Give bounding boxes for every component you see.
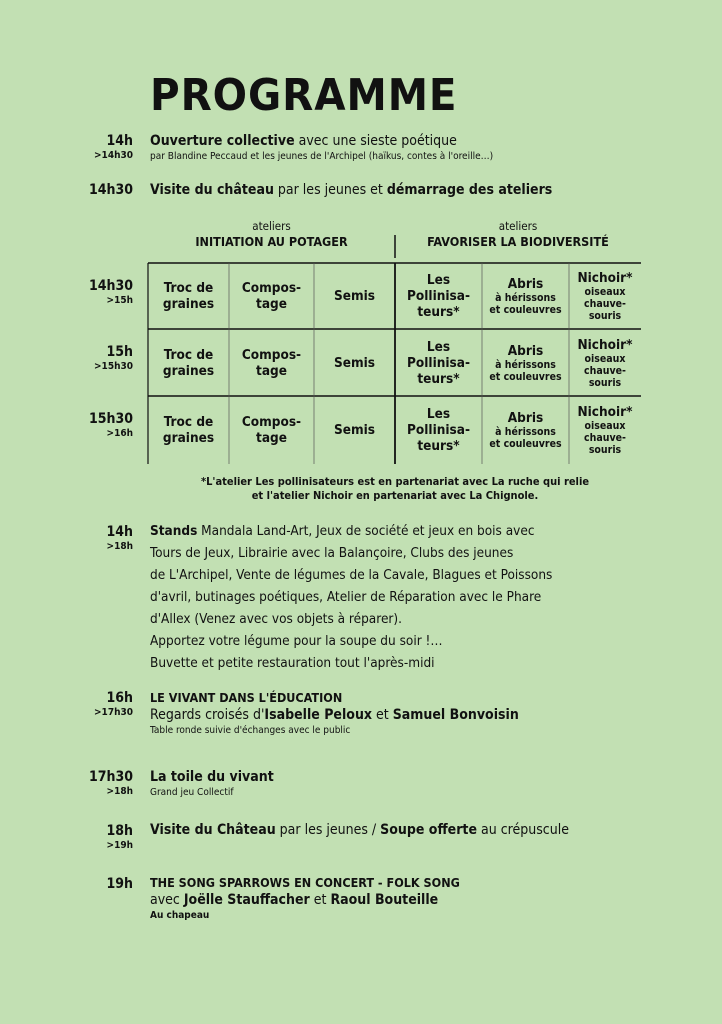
cell-text: Nichoir* (577, 270, 633, 286)
stands-entry (150, 520, 690, 674)
cell-text: teurs* (417, 370, 460, 387)
footnote-line: et l'atelier Nichoir en partenariat avec La Chignole. (251, 489, 539, 502)
stands-line: Buvette et petite restauration tout l'après-midi (150, 655, 435, 671)
time-start: 15h30 (88, 411, 133, 427)
concert-name1: Joëlle Stauffacher (183, 892, 310, 908)
concert-name2: Raoul Bouteille (330, 892, 439, 908)
cell-text: Compos- (241, 414, 302, 430)
cell-text: teurs* (417, 438, 460, 454)
cell-troc-de-graines (148, 329, 229, 396)
cell-text: Pollinisa- (407, 288, 470, 304)
toile-entry (150, 768, 690, 800)
cell-text: Pollinisa- (407, 354, 470, 371)
stands-line: d'avril, butinages poétiques, Atelier de Réparation avec le Phare (150, 589, 542, 605)
cell-text: Nichoir* (577, 336, 633, 353)
cell-detail: à hérissons (495, 426, 556, 438)
cell-detail: et couleuvres (489, 304, 562, 316)
time-end: >18h (106, 541, 133, 552)
time-end: >16h (106, 428, 133, 439)
opening-detail: par Blandine Peccaud et les jeunes de l'Archipel (haïkus, contes à l'oreille…) (150, 151, 494, 162)
time-start: 16h (106, 690, 133, 706)
cell-detail: chauve- (584, 298, 626, 310)
cell-text: Pollinisa- (407, 422, 470, 438)
toile-detail: Grand jeu Collectif (150, 787, 234, 798)
cell-compostage (229, 263, 314, 329)
toile-time (48, 769, 133, 798)
stands-strong: Stands (150, 523, 198, 539)
opening-time (48, 133, 133, 162)
cell-text: graines (162, 362, 215, 379)
visit-entry (150, 181, 690, 199)
opening-line (150, 132, 690, 150)
workshop-group-potager (148, 219, 395, 250)
visit-time (48, 182, 133, 198)
concert-entry (150, 874, 690, 923)
cell-text: teurs* (417, 304, 460, 320)
concert-line (150, 891, 690, 909)
cell-text: Abris (507, 410, 544, 426)
cell-abris (482, 329, 569, 396)
cell-text: Compos- (241, 280, 302, 296)
time-end: >15h (106, 295, 133, 306)
opening-strong: Ouverture collective (150, 133, 295, 149)
opening-entry (150, 132, 690, 164)
time-end: >14h30 (94, 150, 133, 161)
cell-detail: oiseaux (584, 420, 626, 432)
time-start: 15h (106, 344, 133, 360)
cell-text: Semis (333, 288, 376, 304)
cell-detail: oiseaux (584, 352, 626, 365)
toile-strong: La toile du vivant (150, 769, 274, 785)
stands-line: Tours de Jeux, Librairie avec la Balançoire, Clubs des jeunes (150, 545, 514, 561)
cell-abris (482, 263, 569, 329)
stands-line (150, 520, 690, 542)
cell-text: graines (162, 296, 215, 312)
time-start: 14h (106, 524, 133, 540)
workshop-footnote (150, 475, 640, 503)
cell-detail: souris (588, 310, 622, 322)
time-start: 14h30 (88, 182, 133, 198)
cell-text: Nichoir* (577, 404, 633, 420)
cell-nichoir (569, 263, 641, 329)
page-title: PROGRAMME (150, 70, 458, 121)
cell-compostage (229, 396, 314, 464)
row-time-1 (48, 278, 133, 307)
time-start: 18h (106, 823, 133, 839)
education-name2: Samuel Bonvoisin (392, 707, 519, 723)
time-start: 14h30 (88, 278, 133, 294)
cell-text: Abris (507, 276, 544, 292)
education-entry (150, 689, 690, 738)
soupe-rest: au crépuscule (477, 822, 569, 838)
concert-and: et (309, 892, 331, 908)
cell-text: Troc de (163, 346, 214, 363)
cell-detail: souris (588, 444, 622, 456)
cell-semis (314, 263, 395, 329)
time-end: >19h (106, 840, 133, 851)
cell-detail: et couleuvres (489, 370, 562, 383)
time-end: >18h (106, 786, 133, 797)
cell-semis (314, 329, 395, 396)
concert-pre: avec (150, 892, 184, 908)
education-name1: Isabelle Peloux (264, 707, 373, 723)
row-time-3 (48, 411, 133, 440)
cell-semis (314, 396, 395, 464)
cell-pollinisateurs (395, 329, 482, 396)
soupe-line (150, 821, 690, 839)
time-end: >15h30 (94, 361, 133, 372)
visit-strong2: démarrage des ateliers (386, 182, 553, 198)
workshop-group-biodiversite (395, 219, 641, 250)
row-time-2 (48, 344, 133, 373)
time-start: 17h30 (88, 769, 133, 785)
cell-detail: à hérissons (495, 358, 556, 371)
education-and: et (372, 707, 393, 723)
group-name: INITIATION AU POTAGER (195, 234, 348, 249)
concert-caps: THE SONG SPARROWS EN CONCERT - FOLK SONG (150, 875, 460, 890)
cell-detail: souris (588, 376, 622, 389)
cell-pollinisateurs (395, 263, 482, 329)
visit-mid: par les jeunes et (273, 182, 387, 198)
group-small-label: ateliers (498, 219, 538, 233)
cell-text: Abris (507, 342, 544, 359)
education-time (48, 690, 133, 719)
stands-line: Apportez votre légume pour la soupe du soir !… (150, 633, 443, 649)
cell-detail: chauve- (584, 364, 626, 377)
stands-time (48, 524, 133, 553)
group-small-label: ateliers (252, 219, 291, 233)
cell-detail: chauve- (584, 432, 626, 444)
stands-line: d'Allex (Venez avec vos objets à réparer). (150, 611, 403, 627)
cell-abris (482, 396, 569, 464)
cell-troc-de-graines (148, 396, 229, 464)
visit-strong1: Visite du château (150, 182, 274, 198)
soupe-entry (150, 821, 690, 839)
cell-detail: oiseaux (584, 286, 626, 298)
cell-text: Semis (333, 422, 376, 438)
cell-text: Troc de (163, 414, 214, 430)
education-line (150, 706, 690, 724)
time-start: 14h (106, 133, 133, 149)
time-end: >17h30 (94, 707, 133, 718)
stands-text: Mandala Land-Art, Jeux de société et jeux en bois avec (197, 523, 535, 539)
soupe-mid: par les jeunes / (275, 822, 381, 838)
stands-line: de L'Archipel, Vente de légumes de la Cavale, Blagues et Poissons (150, 567, 553, 583)
cell-text: Les (426, 272, 451, 288)
cell-detail: à hérissons (495, 292, 556, 304)
education-detail: Table ronde suivie d'échanges avec le public (150, 725, 351, 736)
soupe-strong1: Visite du Château (150, 822, 276, 838)
opening-rest: avec une sieste poétique (294, 133, 457, 149)
cell-nichoir (569, 396, 641, 464)
cell-text: tage (256, 362, 287, 379)
cell-text: Semis (333, 354, 376, 371)
cell-text: tage (256, 296, 287, 312)
group-name: FAVORISER LA BIODIVERSITÉ (427, 234, 609, 249)
cell-troc-de-graines (148, 263, 229, 329)
concert-detail: Au chapeau (150, 910, 210, 921)
cell-detail: et couleuvres (489, 438, 562, 450)
cell-text: Compos- (241, 346, 302, 363)
education-caps: LE VIVANT DANS L'ÉDUCATION (150, 690, 343, 705)
soupe-time (48, 823, 133, 852)
cell-nichoir (569, 329, 641, 396)
education-pre: Regards croisés d' (150, 707, 265, 723)
visit-line (150, 181, 690, 199)
time-start: 19h (106, 876, 133, 892)
concert-time (48, 876, 133, 892)
cell-text: Troc de (163, 280, 214, 296)
cell-text: tage (256, 430, 287, 446)
cell-text: Les (426, 338, 451, 355)
cell-text: Les (426, 406, 451, 422)
soupe-strong2: Soupe offerte (380, 822, 477, 838)
cell-text: graines (162, 430, 215, 446)
cell-pollinisateurs (395, 396, 482, 464)
footnote-line: *L'atelier Les pollinisateurs est en partenariat avec La ruche qui relie (200, 475, 590, 488)
cell-compostage (229, 329, 314, 396)
